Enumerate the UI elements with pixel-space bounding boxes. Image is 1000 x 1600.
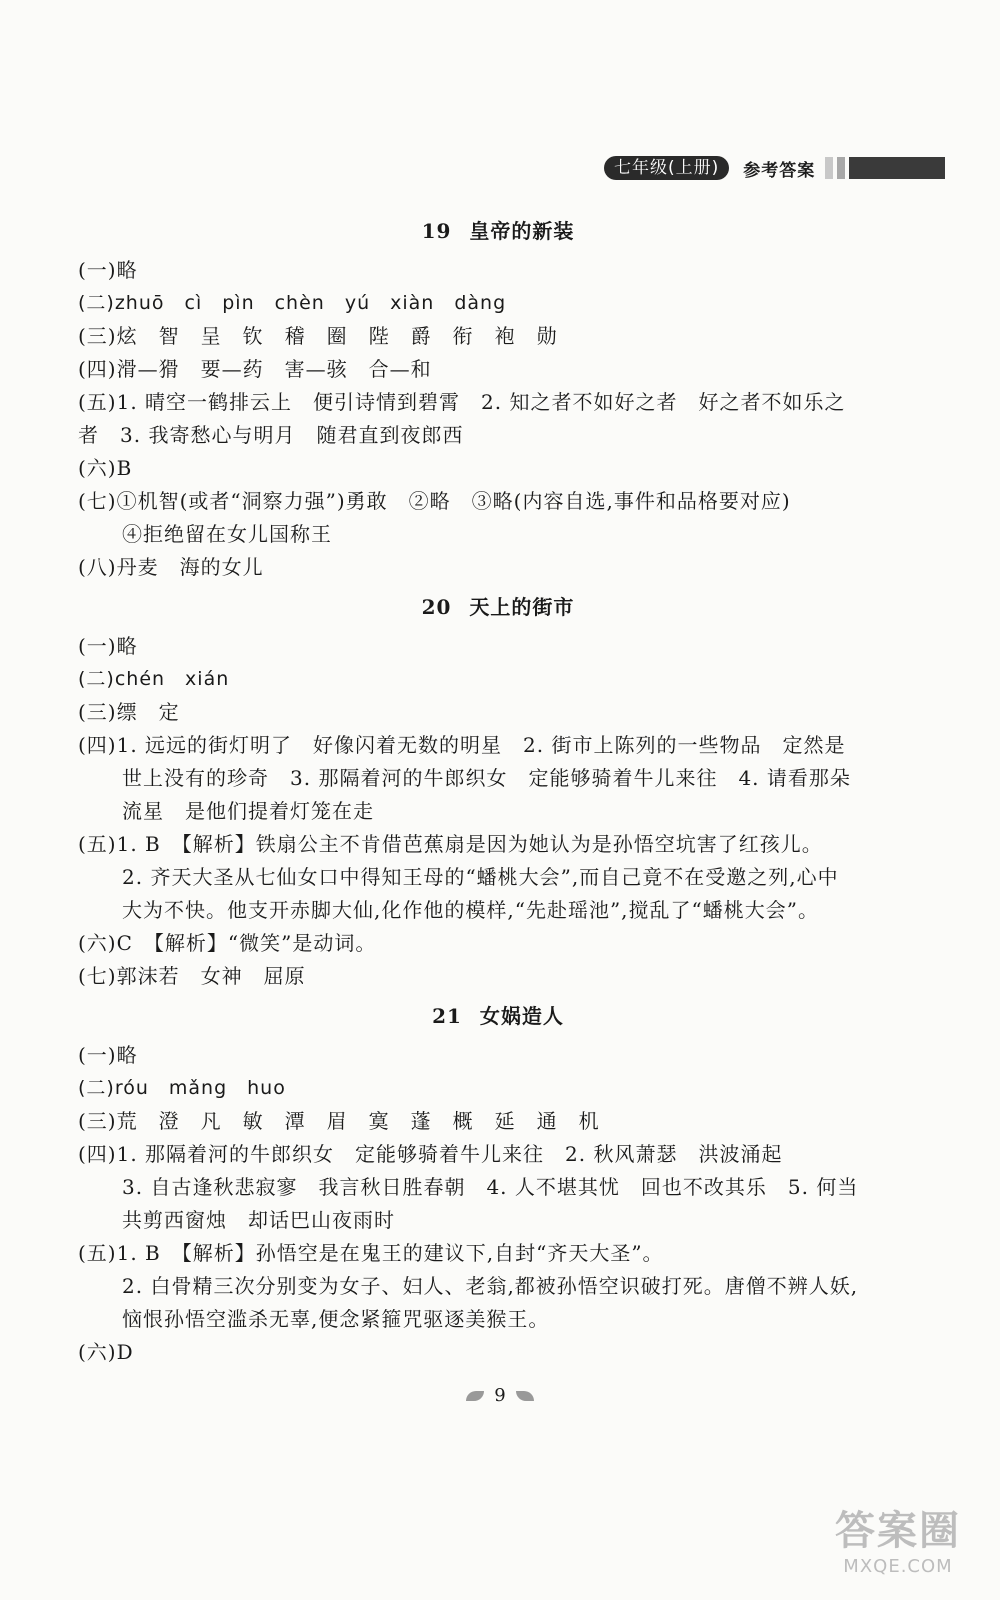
answer-line: 2. 齐天大圣从七仙女口中得知王母的“蟠桃大会”,而自己竟不在受邀之列,心中 [122,865,839,889]
answer-line: (三)荒 澄 凡 敏 潭 眉 寞 蓬 概 延 通 机 [78,1109,600,1133]
answer-line: (六)C 【解析】“微笑”是动词。 [78,931,377,955]
section-title [78,214,918,248]
answer-line: 大为不快。他支开赤脚大仙,化作他的模样,“先赴瑶池”,搅乱了“蟠桃大会”。 [122,898,819,922]
answer-line: (二)róu mǎng huo [78,1077,286,1099]
watermark-logo-text: 答案圈 [835,1508,961,1554]
header-decoration [825,157,945,179]
answer-line: (一)略 [78,1043,138,1067]
answer-line: (五)1. B 【解析】孙悟空是在鬼王的建议下,自封“齐天大圣”。 [78,1241,664,1265]
section-title-text: 女娲造人 [479,1004,564,1028]
answer-line: (六)D [78,1340,134,1364]
reference-answers-label: 参考答案 [743,160,816,181]
answer-line: (七)①机智(或者“洞察力强”)勇敢 ②略 ③略(内容自选,事件和品格要对应) [78,489,791,513]
leaf-right-icon [516,1391,534,1401]
answer-line: (三)缥 定 [78,700,180,724]
answer-line: (二)chén xián [78,668,230,690]
answer-line: (三)炫 智 呈 钦 稽 圈 陛 爵 衔 袍 勋 [78,324,558,348]
answer-line: (二)zhuō cì pìn chèn yú xiàn dàng [78,292,507,314]
answer-line: 流星 是他们提着灯笼在走 [122,799,374,823]
page-footer [0,1385,1000,1406]
answer-line: 共剪西窗烛 却话巴山夜雨时 [122,1208,395,1232]
answer-line: (五)1. 晴空一鹤排云上 便引诗情到碧霄 2. 知之者不如好之者 好之者不如乐之 [78,390,846,414]
answer-line: (一)略 [78,634,138,658]
answer-line: 3. 自古逢秋悲寂寥 我言秋日胜春朝 4. 人不堪其忧 回也不改其乐 5. 何当 [122,1175,859,1199]
answer-line: (四)滑—猾 要—药 害—骇 合—和 [78,357,432,381]
section-title [78,590,918,624]
answer-line: ④拒绝留在女儿国称王 [122,522,332,546]
section-title [78,999,918,1033]
watermark-url: MXQE.COM [843,1556,953,1577]
answer-content [78,208,918,1369]
answer-line: (五)1. B 【解析】铁扇公主不肯借芭蕉扇是因为她认为是孙悟空坑害了红孩儿。 [78,832,823,856]
section-title-text: 天上的街市 [469,595,575,619]
leaf-left-icon [466,1391,484,1401]
section-number: 21 [432,1004,462,1028]
answer-line: (八)丹麦 海的女儿 [78,555,264,579]
page-number: 9 [494,1385,506,1406]
answer-line: 世上没有的珍奇 3. 那隔着河的牛郎织女 定能够骑着牛儿来往 4. 请看那朵 [122,766,851,790]
answer-line: (六)B [78,456,133,480]
answer-line: (四)1. 那隔着河的牛郎织女 定能够骑着牛儿来往 2. 秋风萧瑟 洪波涌起 [78,1142,783,1166]
answer-line: (七)郭沫若 女神 屈原 [78,964,306,988]
answer-line: (一)略 [78,258,138,282]
answer-line: 恼恨孙悟空滥杀无辜,便念紧箍咒驱逐美猴王。 [122,1307,550,1331]
answer-line: 2. 白骨精三次分别变为女子、妇人、老翁,都被孙悟空识破打死。唐僧不辨人妖, [122,1274,859,1298]
section-title-text: 皇帝的新装 [469,219,575,243]
grade-badge: 七年级(上册) [604,156,729,180]
watermark [818,1488,978,1588]
section-number: 20 [421,595,452,619]
answer-line: (四)1. 远远的街灯明了 好像闪着无数的明星 2. 街市上陈列的一些物品 定然是 [78,733,846,757]
section-number: 19 [421,219,452,243]
answer-line: 者 3. 我寄愁心与明月 随君直到夜郎西 [78,423,464,447]
page-header [604,154,945,182]
